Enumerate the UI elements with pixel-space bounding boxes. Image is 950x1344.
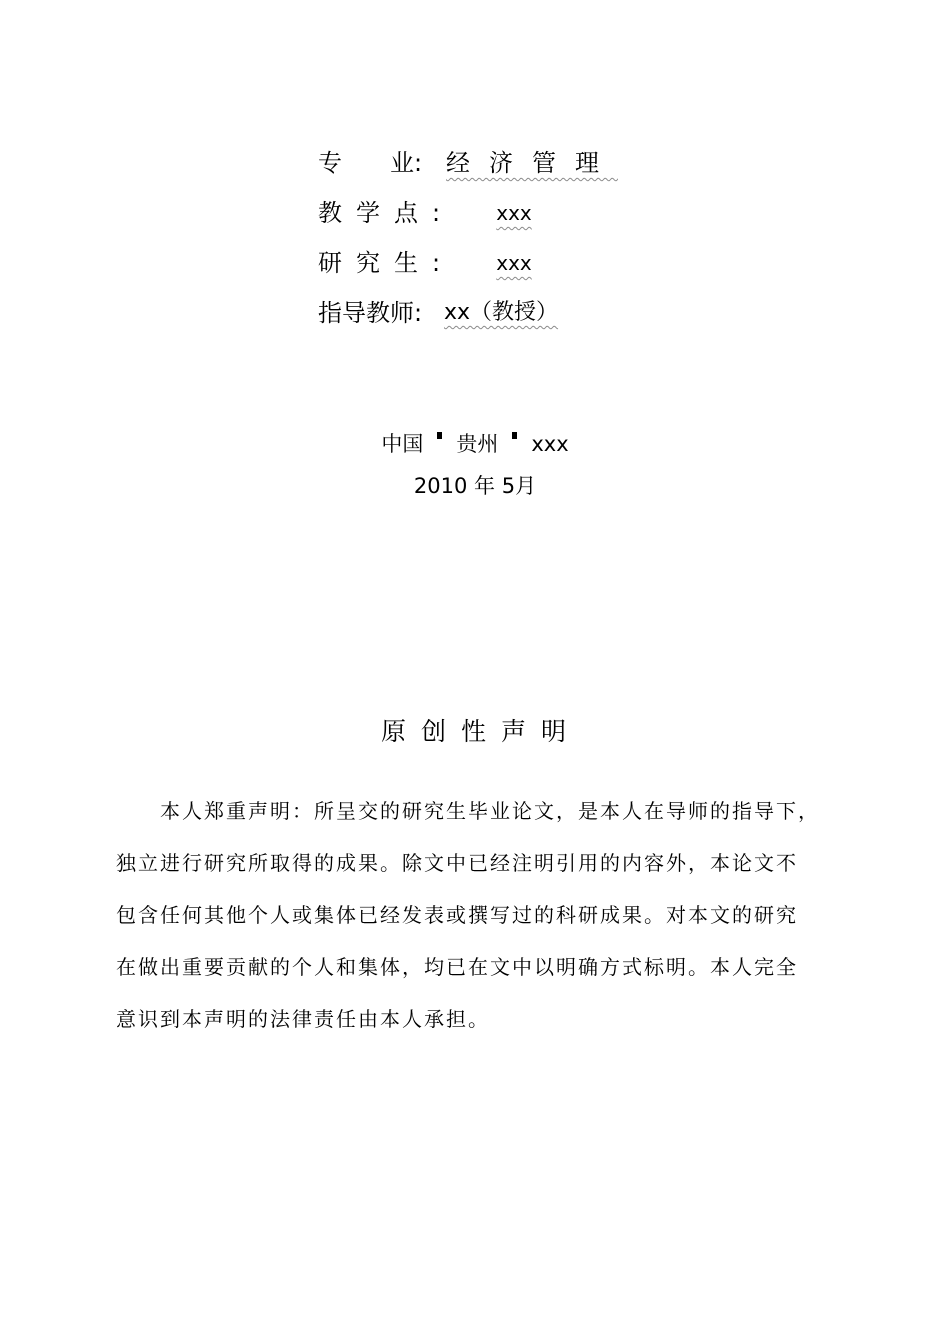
cover-date: 2010 年 5月	[413, 474, 537, 498]
declaration-title: 原创性声明	[380, 717, 581, 746]
info-row-site	[318, 188, 738, 238]
declaration-line: 独立进行研究所取得的成果。除文中已经注明引用的内容外，本论文不	[116, 851, 798, 875]
declaration-line: 本人郑重声明：所呈交的研究生毕业论文，是本人在导师的指导下，	[160, 799, 820, 823]
info-row-advisor	[318, 288, 738, 338]
major-label: 专 业:	[318, 149, 423, 177]
advisor-label: 指导教师:	[318, 299, 423, 327]
declaration-line: 包含任何其他个人或集体已经发表或撰写过的科研成果。对本文的研究	[116, 903, 798, 927]
cover-info-block	[318, 138, 738, 338]
student-value: xxx	[496, 251, 532, 275]
separator-dot-icon	[437, 432, 442, 439]
declaration-body	[116, 785, 846, 1045]
site-label: 教学点:	[318, 199, 455, 227]
info-row-student	[318, 238, 738, 288]
separator-dot-icon	[512, 432, 517, 439]
place-city: xxx	[531, 432, 569, 456]
declaration-line: 在做出重要贡献的个人和集体，均已在文中以明确方式标明。本人完全	[116, 955, 798, 979]
major-value: 经济管理	[446, 149, 618, 177]
place-province: 贵州	[456, 432, 499, 456]
advisor-value: xx（教授）	[444, 300, 559, 325]
place-line	[0, 428, 950, 460]
student-label: 研究生:	[318, 249, 455, 277]
site-value: xxx	[496, 201, 532, 225]
place-country: 中国	[381, 432, 424, 456]
info-row-major	[318, 138, 738, 188]
declaration-line: 意识到本声明的法律责任由本人承担。	[116, 1007, 490, 1031]
